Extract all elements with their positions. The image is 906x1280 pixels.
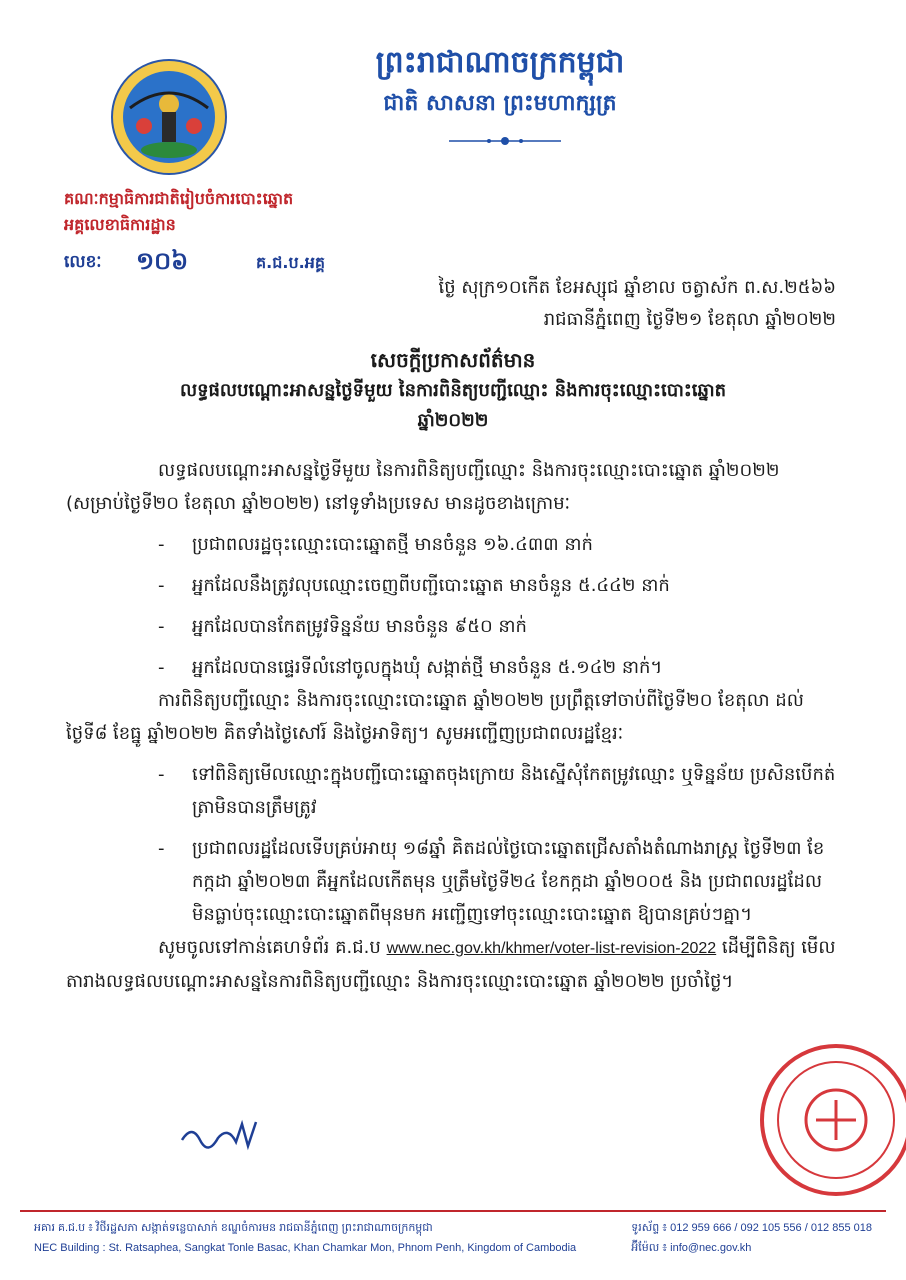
ref-number: ១០៦ [136, 247, 189, 275]
ornament-divider [445, 134, 565, 148]
list-item: - ប្រជាពលរដ្ឋដែលទើបគ្រប់អាយុ ១៨ឆ្នាំ គិតដល់ថ្ងៃបោះឆ្នោតជ្រើសតាំងតំណាងរាស្រ្ត ថ្ងៃទី២៣ ខែកក្កដា ឆ្នាំ២០២៣ គឺអ្នកដែលកើតមុន ឬត្រឹមថ្ងៃទី២៤ ខែកក្កដា ឆ្នាំ២០០៥ និង ប្រជាពលរដ្ឋដែលមិនធ្លាប់ចុះឈ្មោះបោះឆ្នោតពីមុនមក អញ្ជើញទៅចុះឈ្មោះបោះឆ្នោត ឱ្យបានគ្រប់ៗគ្នា។ [158, 838, 825, 925]
document-body [66, 454, 840, 998]
closing-paragraph [66, 931, 840, 998]
title-line3: ឆ្នាំ២០២២ [417, 410, 489, 431]
title-line1: សេចក្តីប្រកាសព័ត៌មាន [370, 348, 536, 372]
kingdom-motto: ជាតិ សាសនា ព្រះមហាក្សត្រ [383, 91, 617, 116]
document-title [0, 344, 906, 436]
organization-name: គណៈកម្មាធិការជាតិរៀបចំការបោះឆ្នោត [64, 189, 294, 208]
list-item: - ប្រជាពលរដ្ឋចុះឈ្មោះបោះឆ្នោតថ្មី មានចំនួន ១៦.៤៣៣ នាក់ [158, 534, 593, 555]
ref-label: លេខៈ [64, 252, 102, 272]
list-item: - អ្នកដែលបានកែតម្រូវទិន្នន័យ មានចំនួន ៩៥០ នាក់ [158, 616, 527, 637]
reference-line [64, 246, 325, 281]
ref-suffix: គ.ជ.ប.អគ្គ [256, 252, 326, 272]
official-stamp [756, 1040, 906, 1200]
period-paragraph: ការពិនិត្យបញ្ជីឈ្មោះ និងការចុះឈ្មោះបោះឆ្នោត ឆ្នាំ២០២២ ប្រព្រឹត្តទៅចាប់ពីថ្ងៃទី២០ ខែតុលា ដល់ថ្ងៃទី៨ ខែធ្នូ ឆ្នាំ២០២២ គិតទាំងថ្ងៃសៅរ៍ និងថ្ងៃអាទិត្យ។ សូមអញ្ជើញប្រជាពលរដ្ឋខ្មែរៈ [66, 690, 804, 744]
lunar-date: ថ្ងៃ សុក្រ១០កើត ខែអស្សុជ ឆ្នាំខាល ចត្វាស័ក ព.ស.២៥៦៦ [438, 277, 836, 298]
voter-list-link[interactable]: www.nec.gov.kh/khmer/voter-list-revision-2022 [386, 940, 717, 957]
list-item: - ទៅពិនិត្យមើលឈ្មោះក្នុងបញ្ជីបោះឆ្នោតចុងក្រោយ និងស្នើសុំកែតម្រូវឈ្មោះ ឬទិន្នន័យ ប្រសិនបើកត់ត្រាមិនបានត្រឹមត្រូវ [158, 764, 836, 818]
address-khmer: អគារ គ.ជ.ប ៖ វិថីរដ្ឋសភា សង្កាត់ទន្លេបាសាក់ ខណ្ឌចំការមន រាជធានីភ្នំពេញ ព្រះរាជាណាចក្រកម្ពុជា [34, 1222, 433, 1234]
secretariat-name: អគ្គលេខាធិការដ្ឋាន [64, 215, 176, 234]
date-block [438, 272, 836, 336]
list-item: - អ្នកដែលបានផ្ទេរទីលំនៅចូលក្នុងឃុំ សង្កាត់ថ្មី មានចំនួន ៥.១៤២ នាក់។ [158, 657, 663, 678]
nec-emblem-logo [110, 58, 228, 176]
phone-numbers: ទូរស័ព្ទ ៖ 012 959 666 / 092 105 556 / 012 855 018 [631, 1222, 872, 1234]
kingdom-name: ព្រះរាជាណាចក្រកម្ពុជា [375, 45, 625, 80]
solar-date: រាជធានីភ្នំពេញ ថ្ងៃទី២១ ខែតុលា ឆ្នាំ២០២២ [543, 309, 836, 330]
footer-divider [20, 1210, 886, 1212]
title-line2: លទ្ធផលបណ្តោះអាសន្នថ្ងៃទីមួយ នៃការពិនិត្យបញ្ជីឈ្មោះ និងការចុះឈ្មោះបោះឆ្នោត [179, 380, 727, 401]
footer [34, 1218, 872, 1258]
initials-signature [178, 1118, 268, 1152]
closing-suffix: ដើម្បីពិនិត្យ មើលតារាងលទ្ធផលបណ្តោះអាសន្ននៃការពិនិត្យបញ្ជីឈ្មោះ និងការចុះឈ្មោះបោះឆ្នោត ឆ្នាំ២០២២ ប្រចាំថ្ងៃ។ [66, 937, 836, 992]
closing-prefix: សូមចូលទៅកាន់គេហទំព័រ គ.ជ.ប [158, 937, 381, 958]
email-address: អ៊ីម៉ែល ៖ info@nec.gov.kh [631, 1242, 752, 1254]
address-english: NEC Building : St. Ratsaphea, Sangkat Tonle Basac, Khan Chamkar Mon, Phnom Penh, Kingdom of Cambodia [34, 1242, 577, 1254]
intro-paragraph: លទ្ធផលបណ្តោះអាសន្នថ្ងៃទីមួយ នៃការពិនិត្យបញ្ជីឈ្មោះ និងការចុះឈ្មោះបោះឆ្នោត ឆ្នាំ២០២២ (សម្រាប់ថ្ងៃទី២០ ខែតុលា ឆ្នាំ២០២២) នៅទូទាំងប្រទេស មានដូចខាងក្រោមៈ [66, 460, 780, 514]
list-item: - អ្នកដែលនឹងត្រូវលុបឈ្មោះចេញពីបញ្ជីបោះឆ្នោត មានចំនួន ៥.៤៤២ នាក់ [158, 575, 670, 596]
